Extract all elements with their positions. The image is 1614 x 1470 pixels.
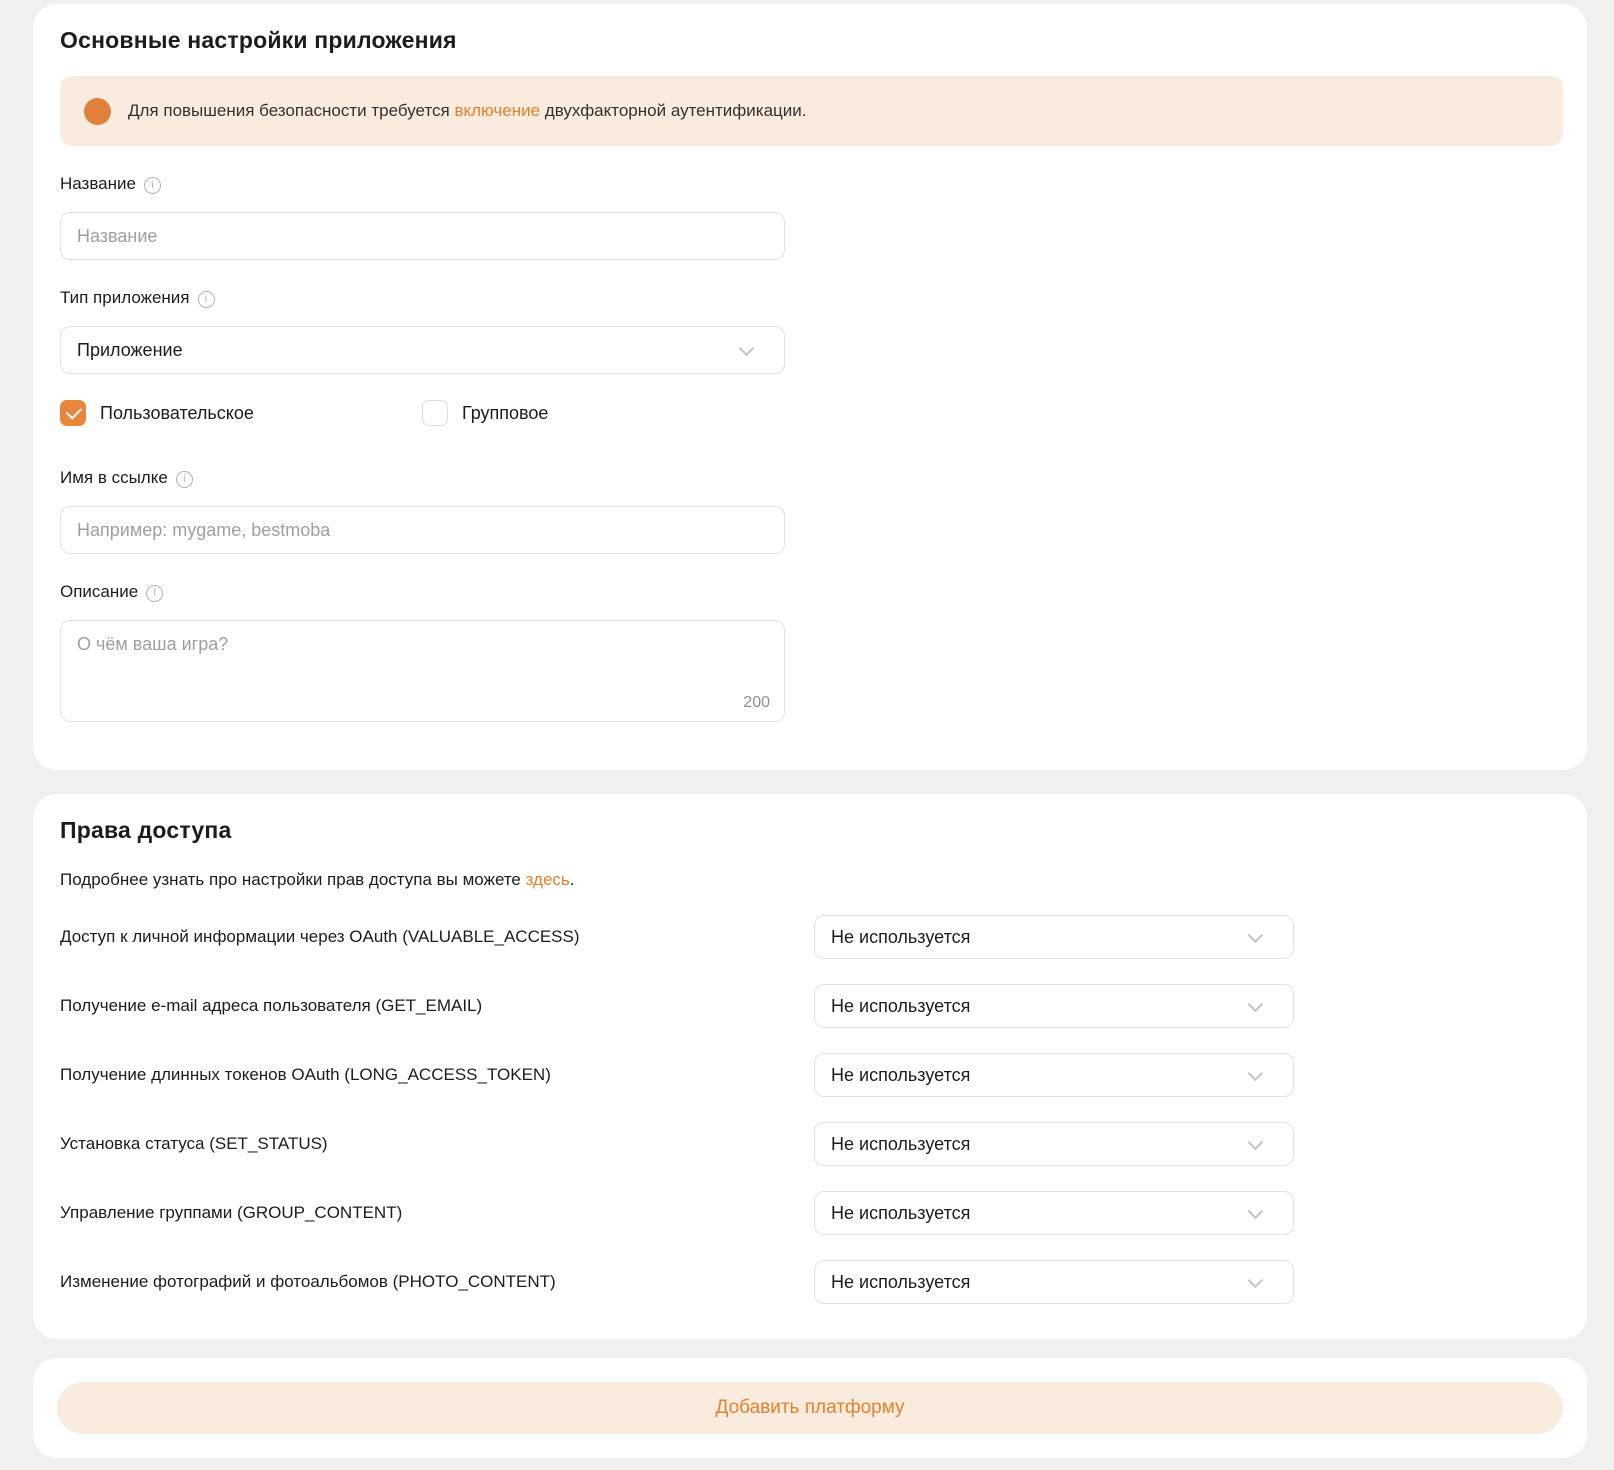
chevron-down-icon [1248,1203,1264,1219]
get-email-select[interactable]: Не используется [814,984,1294,1028]
app-type-selected-value: Приложение [77,339,183,360]
main-settings-card [33,4,1587,770]
description-textarea[interactable] [61,621,784,693]
app-type-select[interactable] [60,326,785,374]
info-icon[interactable] [176,471,193,488]
access-row-photo-content: Изменение фотографий и фотоальбомов (PHOTO_CONTENT) Не используется [60,1260,1294,1304]
link-name-label: Имя в ссылке i [60,467,1563,489]
chevron-down-icon [739,340,755,356]
access-row-set-status: Установка статуса (SET_STATUS) Не используется [60,1122,1294,1166]
info-icon[interactable] [144,177,161,194]
chevron-down-icon [1248,996,1264,1012]
group-checkbox-label: Групповое [462,402,549,423]
chevron-down-icon [1248,1134,1264,1150]
access-row-valuable-access: Доступ к личной информации через OAuth (VALUABLE_ACCESS) Не используется [60,915,1294,959]
valuable-access-select[interactable]: Не используется [814,915,1294,959]
access-rights-subtitle: Подробнее узнать про настройки прав доступа вы можете здесь. [60,870,575,889]
access-rights-help-link[interactable]: здесь [525,870,570,889]
group-checkbox[interactable] [422,400,448,426]
group-content-select[interactable]: Не используется [814,1191,1294,1235]
info-icon[interactable] [146,585,163,602]
checkbox-item-group[interactable] [422,400,784,426]
chevron-down-icon [1248,927,1264,943]
user-checkbox-label: Пользовательское [100,402,254,423]
char-counter: 200 [743,694,770,711]
description-field-wrap [60,620,785,722]
checkbox-item-user[interactable] [60,400,422,426]
access-row-group-content: Управление группами (GROUP_CONTENT) Не используется [60,1191,1294,1235]
footer-card [33,1358,1587,1458]
two-factor-warning-banner [60,76,1563,146]
name-label: Название i [60,173,1563,195]
info-icon[interactable] [198,291,215,308]
warning-text: Для повышения безопасности требуется включение двухфакторной аутентификации. [128,101,807,120]
warning-icon [84,98,111,125]
set-status-select[interactable]: Не используется [814,1122,1294,1166]
access-rights-card [33,794,1587,1339]
add-platform-button[interactable]: Добавить платформу [57,1382,1563,1434]
enable-2fa-link[interactable]: включение [454,101,541,120]
access-row-long-access-token: Получение длинных токенов OAuth (LONG_ACCESS_TOKEN) Не используется [60,1053,1294,1097]
access-rights-title: Права доступа [60,817,232,843]
link-name-input[interactable] [60,506,785,554]
app-type-label: Тип приложения i [60,287,1563,309]
main-settings-title: Основные настройки приложения [60,27,457,53]
app-kind-checkbox-row [60,400,1563,426]
long-access-token-select[interactable]: Не используется [814,1053,1294,1097]
chevron-down-icon [1248,1272,1264,1288]
user-checkbox[interactable] [60,400,86,426]
description-label: Описание i [60,581,1563,603]
photo-content-select[interactable]: Не используется [814,1260,1294,1304]
chevron-down-icon [1248,1065,1264,1081]
access-row-get-email: Получение e-mail адреса пользователя (GET_EMAIL) Не используется [60,984,1294,1028]
name-input[interactable] [60,212,785,260]
